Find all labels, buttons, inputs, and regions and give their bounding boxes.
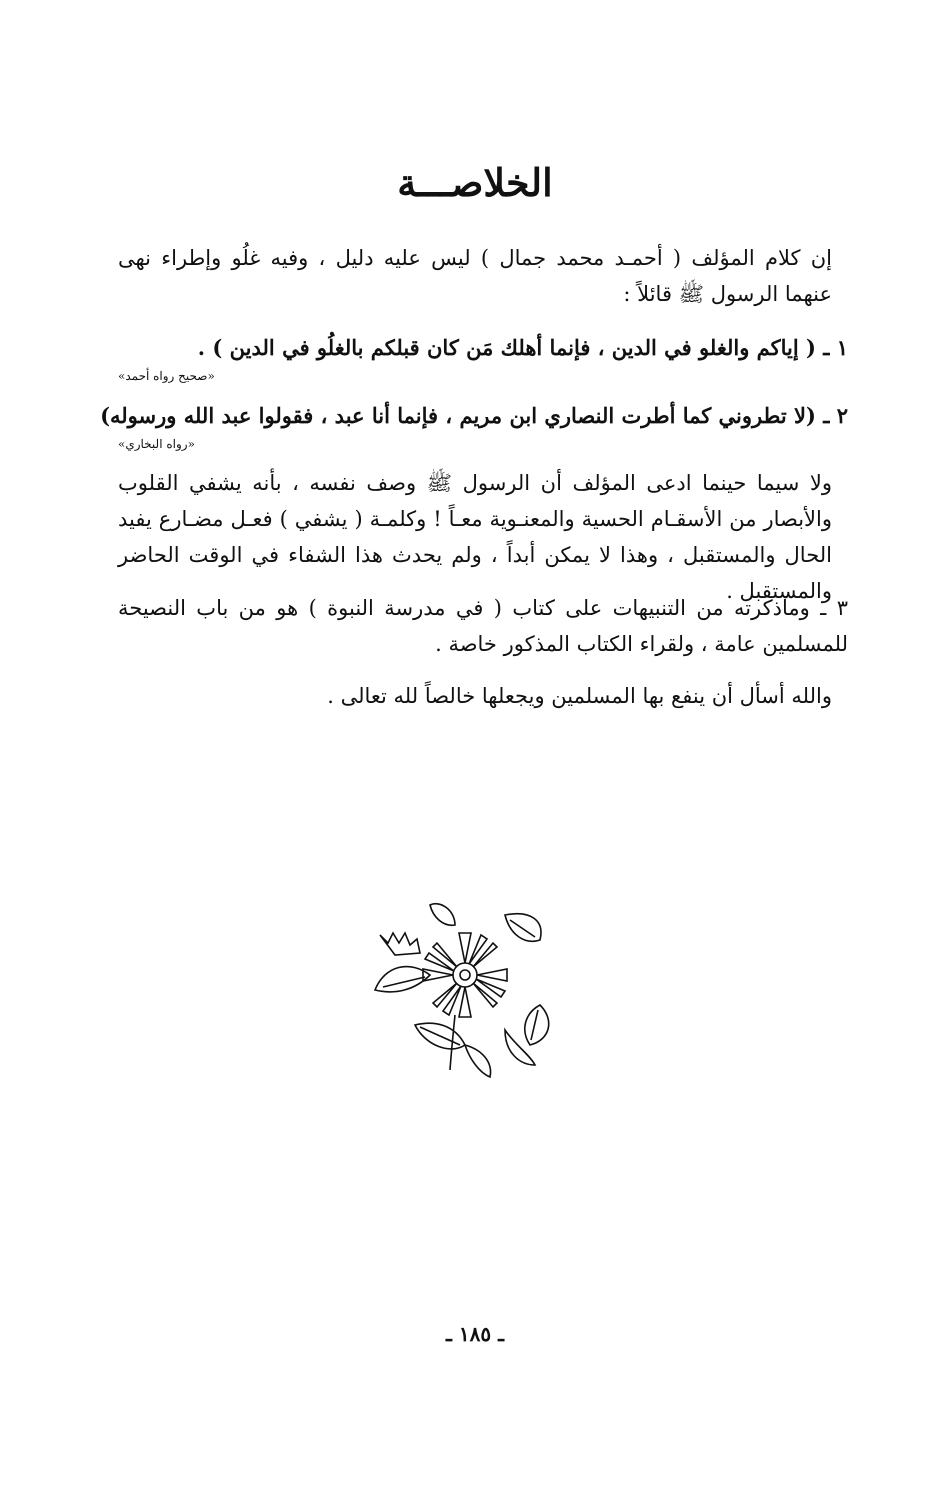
conclusion-item-3: ٣ ـ وماذكرته من التنبيهات على كتاب ( في مدرسة النبوة ) هو من باب النصيحة للمسلمين عامة ، ولقراء الكتاب المذكور خاصة . [118, 596, 848, 656]
hadith-source-1: «صحيح رواه أحمد» [118, 369, 215, 383]
commentary-paragraph: ولا سيما حينما ادعى المؤلف أن الرسول ﷺ وصف نفسه ، بأنه يشفي القلوب والأبصار من الأسقـام الحسية والمعنـوية معـاً ! وكلمـة ( يشفي ) فعـل مضـارع يفيد الحال والمستقبل ، وهذا لا يمكن أبداً ، ولم يحدث هذا الشفاء في الوقت الحاضر والمستقبل . [118, 471, 832, 603]
hadith-source-2: «رواه البخاري» [118, 437, 195, 451]
hadith-item-1: ١ ـ ( إياكم والغلو في الدين ، فإنما أهلك مَن كان قبلكم بالغلُو في الدين ) . [197, 335, 848, 360]
intro-paragraph: إن كلام المؤلف ( أحمـد محمد جمال ) ليس عليه دليل ، وفيه غلُو وإطراء نهى عنهما الرسول ﷺ قائلاً : [118, 246, 832, 306]
flower-ornament-icon [355, 895, 560, 1085]
page-number: ـ ١٨٥ ـ [446, 1322, 504, 1346]
closing-prayer: والله أسأل أن ينفع بها المسلمين ويجعلها خالصاً لله تعالى . [327, 684, 832, 708]
hadith-item-2: ٢ ـ (لا تطروني كما أطرت النصاري ابن مريم ، فإنما أنا عبد ، فقولوا عبد الله ورسوله) [100, 403, 848, 428]
page-title: الخلاصـــة [397, 160, 553, 205]
